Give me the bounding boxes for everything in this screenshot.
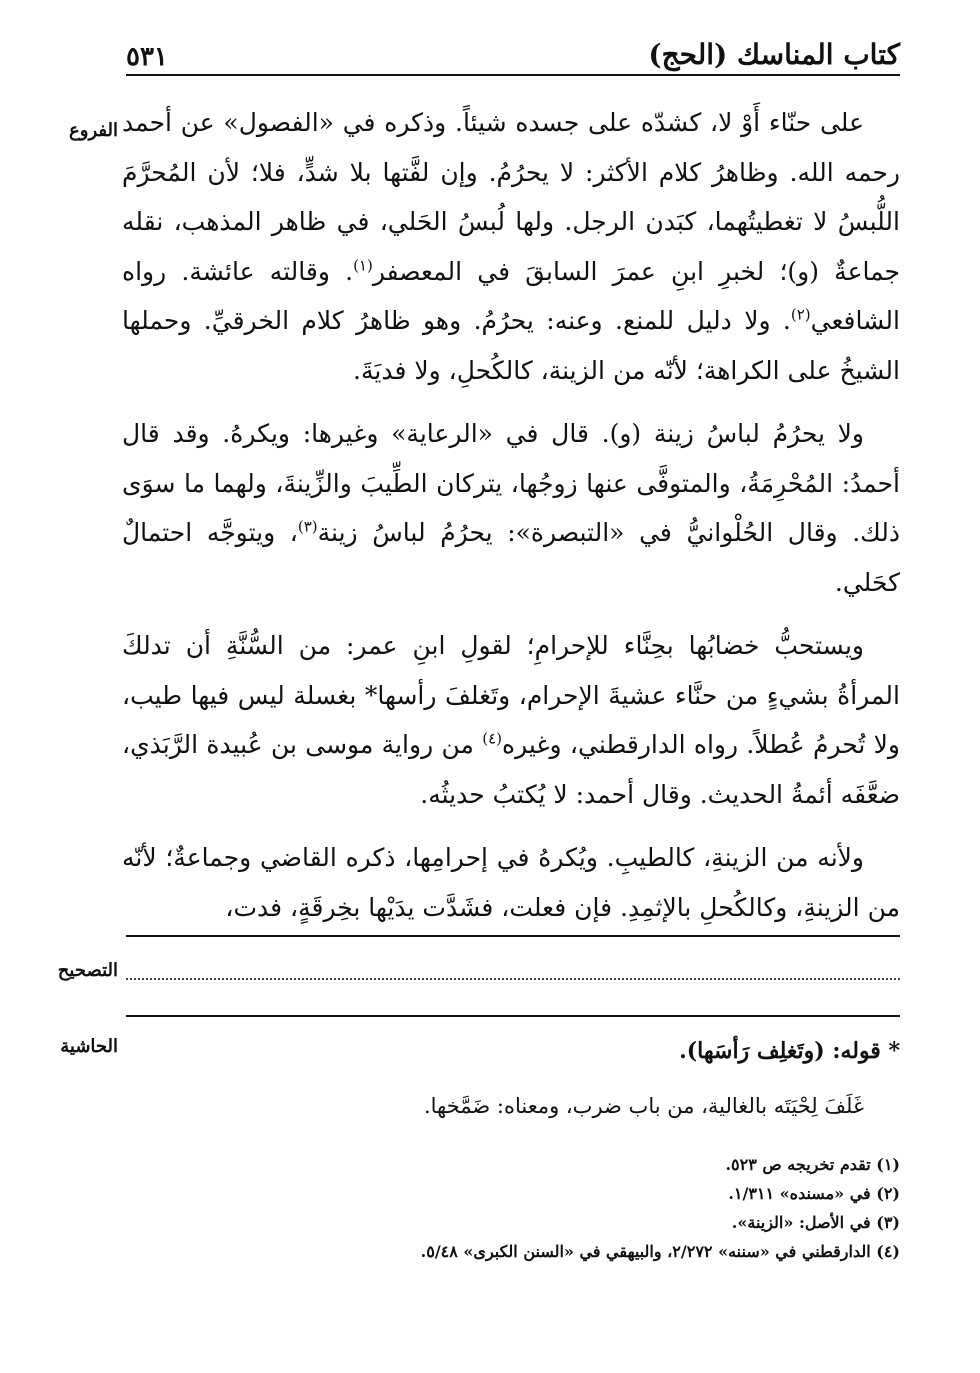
paragraph [122, 409, 900, 607]
footnotes [100, 1150, 900, 1266]
hashiya-heading: * قوله: (وتَغلِف رَأسَها). [679, 1038, 900, 1064]
book-title: كتاب المناسك (الحج) [648, 38, 900, 71]
section-divider [126, 1015, 900, 1017]
margin-label-furu: الفروع [69, 120, 118, 141]
main-text [122, 98, 900, 932]
paragraph [122, 833, 900, 932]
tashih-dotted-line [126, 978, 900, 980]
text-segment: من رواية موسى بن عُبيدة الرَّبَذي، ضعَّفَه أئمةُ الحديث. وقال أحمد: لا يُكتبُ حديثُه. [122, 730, 900, 809]
footnote: (٣) في الأصل: «الزينة». [731, 1213, 900, 1232]
text-segment: على حنّاء أَوْ لا، كشدّه على جسده شيئاً. وذكره في «الفصول» عن أحمد رحمه الله. وظاهرُ كلام الأكثر: لا يحرُمُ. وإن لفَّتها بلا شدٍّ، فلا؛ لأن المُحرَّمَ اللُّبسُ لا تغطيتُهما، كبَدن الرجل. ولها لُبسُ الحَلي، في ظاهر المذهب، نقله جماعةٌ (و)؛ لخبرِ ابنِ عمرَ السابقَ في المعصفر [122, 108, 901, 286]
paragraph [122, 621, 900, 819]
footnote: (٢) في «مسنده» ١/٣١١. [728, 1184, 900, 1203]
footnote-ref: (٣) [297, 517, 318, 536]
footnote-ref: (٤) [482, 729, 502, 748]
text-segment: ولأنه من الزينةِ، كالطيبِ. ويُكرهُ في إحرامِها، ذكره القاضي وجماعةٌ؛ لأنّه من الزينةِ، وكالكُحلِ بالإثمِدِ. فإن فعلت، فشَدَّت يدَيْها بخِرقَةٍ، فدت، [122, 843, 900, 922]
text-segment: ويستحبُّ خضابُها بحِنَّاء للإحرامِ؛ لقولِ ابنِ عمر: من السُّنَّةِ أن تدلكَ المرأةُ بشيءٍ من حنَّاء عشيةَ الإحرام، وتَغلفَ رأسها* بغسلة ليس فيها طيب، ولا تُحرمُ عُطلاً. رواه الدارقطني، وغيره [122, 631, 901, 759]
page-number: ٥٣١ [126, 42, 168, 72]
margin-label-hashiya: الحاشية [60, 1036, 118, 1057]
footnote: (١) تقدم تخريجه ص ٥٢٣. [725, 1155, 900, 1174]
footnote-ref: (١) [353, 256, 373, 275]
text-segment: ، ويتوجَّه احتمالٌ كحَلي. [122, 518, 900, 597]
footnote-ref: (٢) [790, 305, 811, 324]
text-segment: . ولا دليل للمنع. وعنه: يحرُمُ. وهو ظاهرُ كلام الخرقيِّ. وحملها الشيخُ على الكراهة؛ لأنّه من الزينة، كالكُحلِ، ولا فديَةَ. [122, 306, 900, 385]
section-divider [126, 935, 900, 937]
footnote: (٤) الدارقطني في «سننه» ٢/٢٧٢، والبيهقي في «السنن الكبرى» ٥/٤٨. [420, 1242, 900, 1261]
hashiya-text: غَلَفَ لِحْيَتَه بالغالية، من باب ضرب، ومعناه: ضَمَّخها. [423, 1094, 864, 1118]
margin-label-tashih: التصحيح [57, 960, 118, 981]
running-header [126, 38, 900, 76]
text-segment: ولا يحرُمُ لباسُ زينة (و). قال في «الرعاية» وغيرها: ويكرهُ. وقد قال أحمدُ: المُحْرِمَةُ، والمتوفَّى عنها زوجُها، يتركان الطِّيبَ والزِّينةَ، ولهما ما سوَى ذلك. وقال الحُلْوانيُّ في «التبصرة»: يحرُمُ لباسُ زينة [122, 419, 900, 547]
text-segment: . وقالته عائشة. رواه الشافعي [122, 256, 900, 335]
paragraph [122, 98, 900, 395]
